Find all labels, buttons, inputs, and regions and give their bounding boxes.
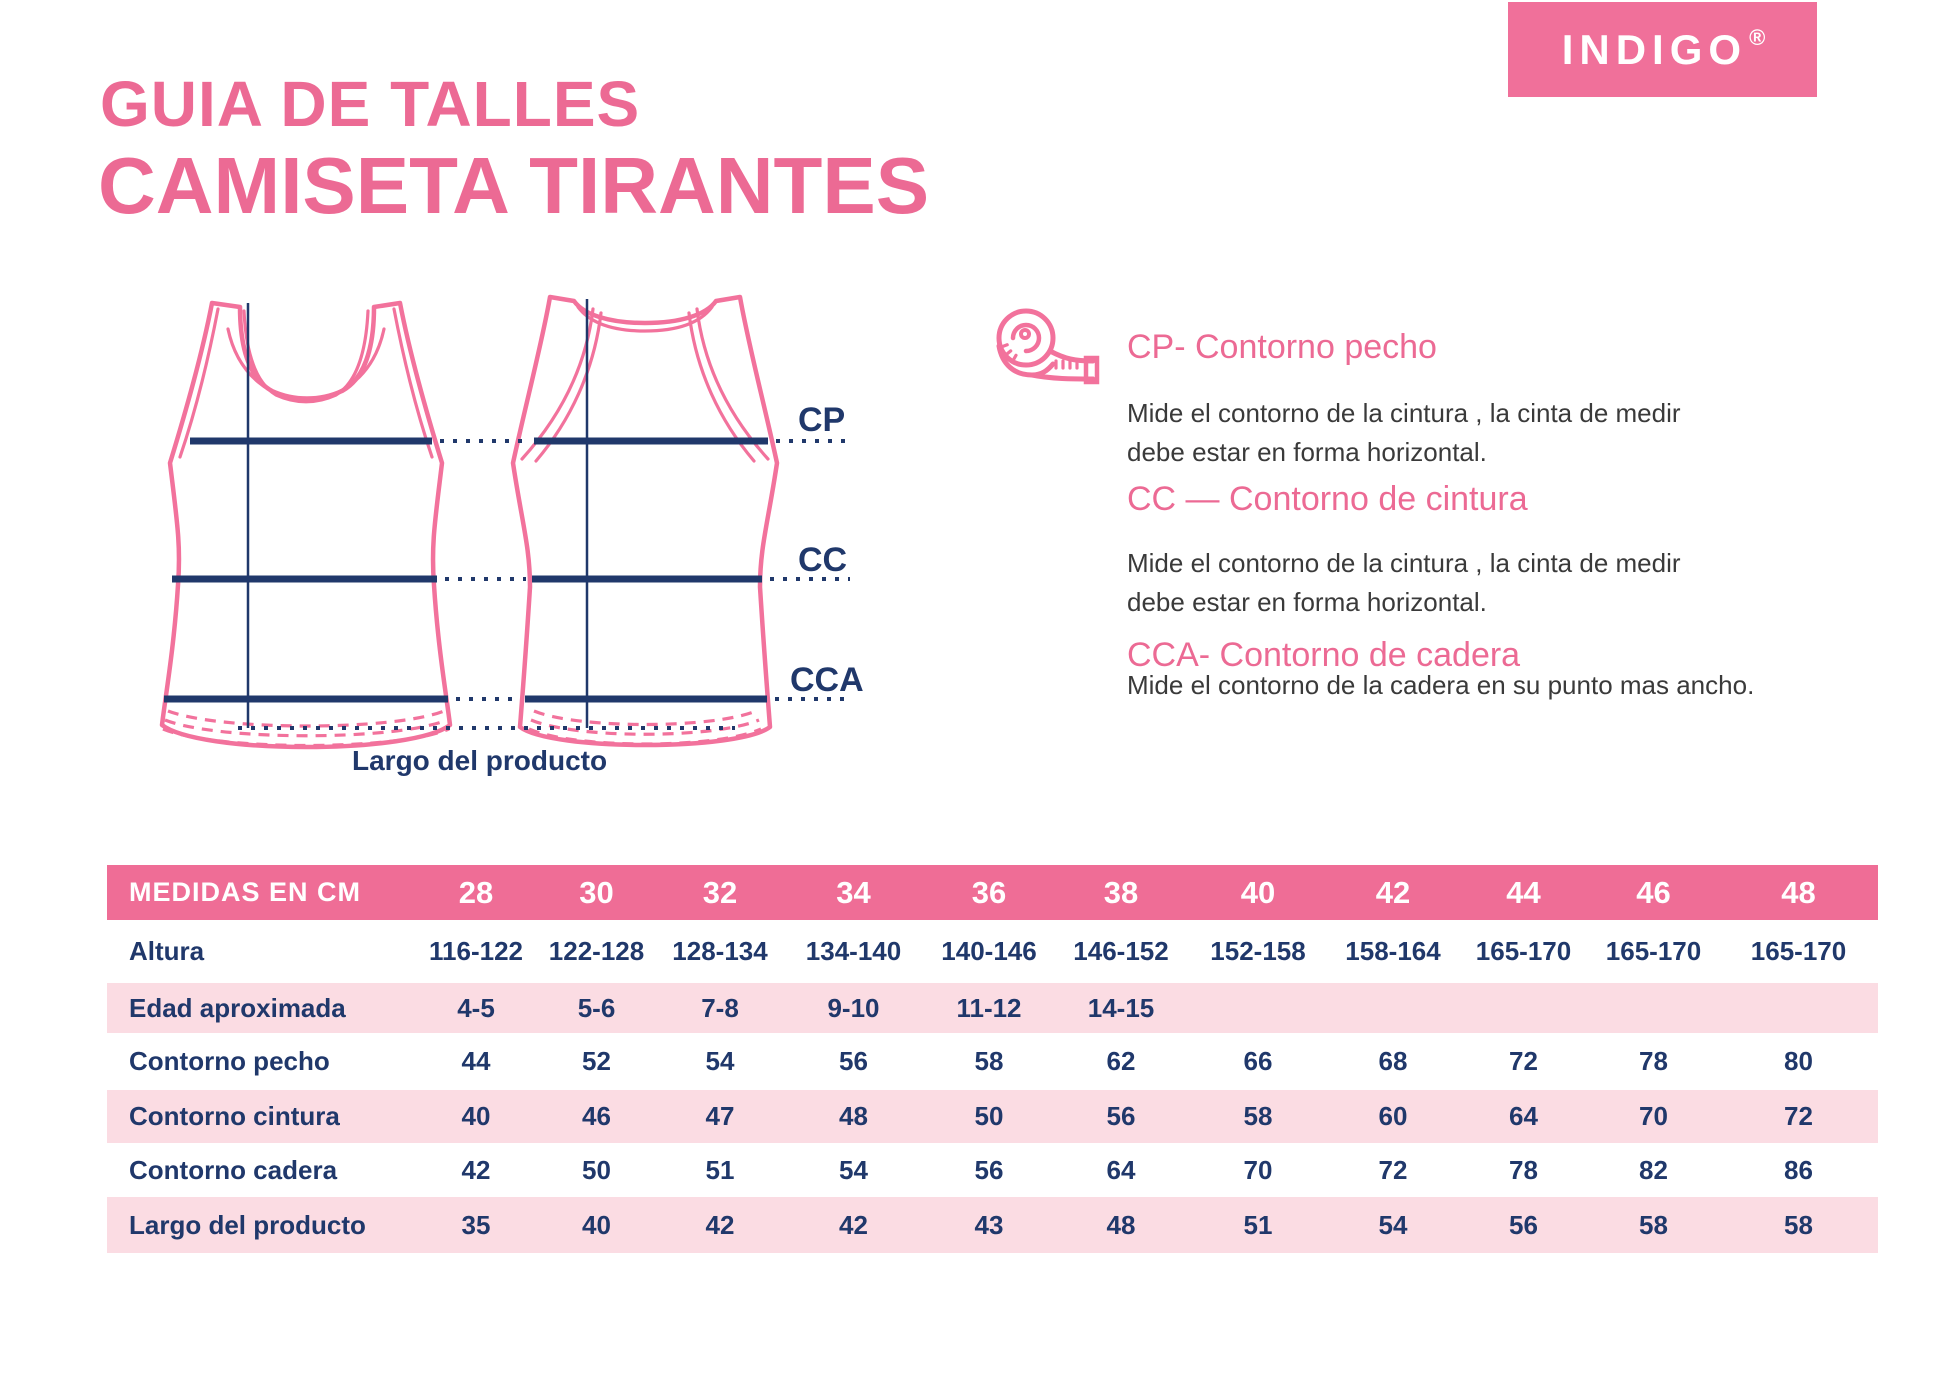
table-cell: 7-8 bbox=[701, 992, 739, 1023]
instruction-body-cca: Mide el contorno de la cadera en su punto mas ancho. bbox=[1127, 670, 1755, 700]
tank-back-outline bbox=[513, 297, 777, 745]
table-cell: 42 bbox=[461, 1154, 491, 1185]
table-cell: 66 bbox=[1243, 1046, 1273, 1076]
table-cell: 116-122 bbox=[429, 936, 523, 966]
table-cell: 165-170 bbox=[1750, 936, 1847, 966]
size-column-header: 48 bbox=[1781, 874, 1816, 910]
table-cell: 56 bbox=[1106, 1101, 1136, 1131]
table-header-label: MEDIDAS EN CM bbox=[129, 877, 362, 907]
table-cell: 54 bbox=[1378, 1209, 1408, 1240]
brand-logo-text: INDIGO bbox=[1561, 25, 1748, 73]
page-subtitle: CAMISETA TIRANTES bbox=[98, 141, 930, 230]
table-cell: 48 bbox=[1106, 1209, 1136, 1240]
table-cell: 158-164 bbox=[1345, 936, 1441, 966]
table-cell: 5-6 bbox=[577, 992, 616, 1023]
table-cell: 40 bbox=[461, 1101, 491, 1131]
table-cell: 44 bbox=[461, 1046, 491, 1076]
row-label: Altura bbox=[129, 936, 205, 966]
table-cell: 4-5 bbox=[457, 992, 495, 1023]
instruction-heading-cp: CP- Contorno pecho bbox=[1127, 328, 1437, 366]
table-cell: 47 bbox=[705, 1101, 735, 1131]
table-cell: 128-134 bbox=[672, 936, 768, 966]
table-cell: 58 bbox=[1784, 1209, 1813, 1240]
table-cell: 50 bbox=[974, 1101, 1004, 1131]
table-cell: 58 bbox=[1243, 1101, 1273, 1131]
waist-line-label: CC bbox=[798, 541, 848, 579]
table-row-edad bbox=[107, 983, 1878, 1033]
size-column-header: 34 bbox=[836, 874, 871, 910]
tank-top-diagram bbox=[150, 283, 920, 793]
table-cell: 72 bbox=[1509, 1046, 1538, 1076]
page-title: GUIA DE TALLES bbox=[100, 68, 641, 140]
table-cell: 134-140 bbox=[805, 936, 902, 966]
table-row-contorno-cadera bbox=[107, 1143, 1878, 1197]
row-label: Contorno cintura bbox=[129, 1101, 340, 1131]
table-row-altura bbox=[107, 920, 1878, 983]
size-column-header: 32 bbox=[702, 874, 738, 910]
size-column-header: 30 bbox=[579, 874, 614, 910]
table-cell: 152-158 bbox=[1210, 936, 1306, 966]
table-cell: 58 bbox=[1639, 1209, 1668, 1240]
instruction-body-cc: Mide el contorno de la cintura , la cinta de medir debe estar en forma horizontal. bbox=[1127, 548, 1681, 617]
row-label: Contorno cadera bbox=[129, 1154, 338, 1185]
table-cell: 78 bbox=[1639, 1046, 1668, 1076]
table-cell: 52 bbox=[582, 1046, 611, 1076]
tank-front-view bbox=[162, 303, 450, 747]
table-cell: 58 bbox=[974, 1046, 1004, 1076]
table-cell: 122-128 bbox=[548, 936, 645, 966]
table-cell: 140-146 bbox=[941, 936, 1037, 966]
table-cell: 165-170 bbox=[1605, 936, 1702, 966]
table-cell: 78 bbox=[1509, 1154, 1538, 1185]
table-cell: 42 bbox=[705, 1209, 735, 1240]
table-cell: 146-152 bbox=[1073, 936, 1169, 966]
table-cell: 60 bbox=[1378, 1101, 1408, 1131]
table-cell: 72 bbox=[1378, 1154, 1408, 1185]
chest-line-label: CP bbox=[798, 401, 846, 439]
table-cell: 80 bbox=[1784, 1046, 1813, 1076]
table-cell: 42 bbox=[839, 1209, 868, 1240]
table-cell: 50 bbox=[582, 1154, 611, 1185]
size-column-header: 40 bbox=[1240, 874, 1276, 910]
row-label: Contorno pecho bbox=[129, 1046, 330, 1076]
table-cell: 82 bbox=[1639, 1154, 1668, 1185]
tank-back-view bbox=[513, 297, 777, 745]
table-cell: 51 bbox=[705, 1154, 735, 1185]
registered-trademark-symbol: ® bbox=[1749, 24, 1766, 50]
table-cell: 68 bbox=[1378, 1046, 1408, 1076]
table-cell: 14-15 bbox=[1087, 992, 1155, 1023]
table-cell: 86 bbox=[1784, 1154, 1813, 1185]
table-cell: 72 bbox=[1784, 1101, 1813, 1131]
table-cell: 11-12 bbox=[956, 992, 1022, 1023]
brand-logo bbox=[1508, 2, 1817, 97]
table-row-contorno-cintura bbox=[107, 1090, 1878, 1143]
table-cell: 43 bbox=[974, 1209, 1004, 1240]
size-column-header: 38 bbox=[1103, 874, 1139, 910]
table-cell: 165-170 bbox=[1475, 936, 1572, 966]
table-cell: 56 bbox=[1509, 1209, 1538, 1240]
table-cell: 54 bbox=[705, 1046, 735, 1076]
table-cell: 54 bbox=[839, 1154, 868, 1185]
size-column-header: 36 bbox=[971, 874, 1007, 910]
hip-line-label: CCA bbox=[790, 661, 864, 699]
table-cell: 51 bbox=[1243, 1209, 1273, 1240]
table-cell: 56 bbox=[839, 1046, 868, 1076]
table-row-largo-del-producto bbox=[107, 1197, 1878, 1253]
row-label: Largo del producto bbox=[129, 1209, 366, 1240]
instruction-heading-cc: CC — Contorno de cintura bbox=[1127, 480, 1528, 518]
table-cell: 35 bbox=[461, 1209, 491, 1240]
product-length-label: Largo del producto bbox=[352, 745, 608, 776]
table-header-row bbox=[107, 865, 1878, 920]
size-column-header: 44 bbox=[1506, 874, 1541, 910]
instruction-body-cp: Mide el contorno de la cintura , la cinta de medir debe estar en forma horizontal. bbox=[1127, 398, 1681, 467]
table-cell: 40 bbox=[582, 1209, 611, 1240]
table-cell: 56 bbox=[974, 1154, 1004, 1185]
size-table bbox=[107, 865, 1878, 1253]
size-column-header: 28 bbox=[458, 874, 494, 910]
table-cell: 9-10 bbox=[827, 992, 880, 1023]
row-label: Edad aproximada bbox=[129, 992, 346, 1023]
table-row-contorno-pecho bbox=[107, 1033, 1878, 1090]
table-cell: 64 bbox=[1106, 1154, 1136, 1185]
table-cell: 70 bbox=[1243, 1154, 1273, 1185]
instruction-heading-cca: CCA- Contorno de cadera bbox=[1127, 636, 1521, 674]
size-column-header: 46 bbox=[1636, 874, 1671, 910]
table-cell: 64 bbox=[1509, 1101, 1538, 1131]
table-cell: 48 bbox=[839, 1101, 868, 1131]
table-cell: 46 bbox=[582, 1101, 611, 1131]
table-cell: 62 bbox=[1106, 1046, 1136, 1076]
size-column-header: 42 bbox=[1375, 874, 1411, 910]
measuring-tape-icon bbox=[990, 302, 1105, 397]
table-cell: 70 bbox=[1639, 1101, 1668, 1131]
